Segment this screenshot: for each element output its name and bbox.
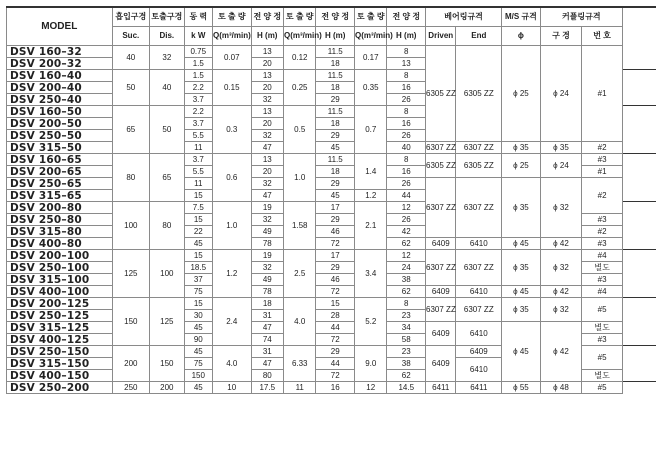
cell-head2: 16: [316, 382, 355, 394]
cell-model: DSV 315–125: [7, 322, 113, 334]
cell-cp-no: 별도: [582, 322, 623, 334]
cell-head1: 20: [251, 166, 283, 178]
cell-head1: 32: [251, 214, 283, 226]
cell-dis: 65: [150, 154, 185, 202]
cell-head3: 44: [387, 190, 426, 202]
cell-head1: 32: [251, 262, 283, 274]
cell-head3: 38: [387, 358, 426, 370]
cell-cp-no: #1: [582, 166, 623, 178]
cell-model: DSV 400–125: [7, 334, 113, 346]
header-coupling-dia: 구 경: [540, 27, 582, 46]
cell-flow3: 2.1: [355, 202, 387, 250]
cell-head3: 8: [387, 154, 426, 166]
header-row-1: [7, 7, 657, 27]
cell-flow1: 0.3: [212, 106, 251, 154]
cell-ms: ϕ 35: [502, 250, 541, 286]
cell-head3: 23: [387, 310, 426, 322]
cell-dis: 150: [150, 346, 185, 382]
cell-bearing-driven: 6411: [426, 382, 456, 394]
cell-bearing-end: 6410: [456, 286, 502, 298]
cell-head1: 47: [251, 190, 283, 202]
cell-power: 7.5: [184, 202, 212, 214]
cell-model: DSV 160–50: [7, 106, 113, 118]
cell-head2: 72: [316, 370, 355, 382]
cell-bearing-end: 6307 ZZ: [456, 142, 502, 154]
table-row: [7, 286, 657, 298]
cell-flow1: 1.0: [212, 202, 251, 250]
cell-cp-dia: ϕ 32: [540, 178, 582, 238]
cell-dis: 200: [150, 382, 185, 394]
cell-cp-no: #2: [582, 142, 623, 154]
cell-power: 45: [184, 382, 212, 394]
cell-ms: ϕ 25: [502, 46, 541, 142]
cell-power: 22: [184, 226, 212, 238]
cell-head3: 16: [387, 82, 426, 94]
cell-bearing-driven: 6307 ZZ: [426, 178, 456, 238]
cell-head2: 18: [316, 58, 355, 70]
cell-head2: 45: [316, 190, 355, 202]
cell-head3: 8: [387, 70, 426, 82]
cell-model: DSV 200–100: [7, 250, 113, 262]
cell-head2: 11.5: [316, 106, 355, 118]
cell-power: 11: [184, 142, 212, 154]
header-head2-unit: H (m): [316, 27, 355, 46]
cell-bearing-driven: 6409: [426, 286, 456, 298]
header-power-ko: 동 력: [184, 7, 212, 27]
header-flow1-unit: Q(m³/min): [212, 27, 251, 46]
header-coupling: 커플링규격: [540, 7, 622, 27]
header-flow2-unit: Q(m³/min): [284, 27, 316, 46]
cell-cp-no: #3: [582, 334, 623, 346]
cell-model: DSV 200–50: [7, 118, 113, 130]
cell-flow2: 4.0: [284, 298, 316, 346]
cell-flow3: 1.4: [355, 154, 387, 190]
cell-head2: 72: [316, 334, 355, 346]
cell-head3: 12: [387, 202, 426, 214]
cell-head3: 24: [387, 262, 426, 274]
cell-flow1: 10: [212, 382, 251, 394]
cell-head2: 18: [316, 166, 355, 178]
cell-head3: 62: [387, 286, 426, 298]
cell-model: DSV 250–65: [7, 178, 113, 190]
cell-suc: 150: [112, 298, 150, 346]
cell-head3: 26: [387, 178, 426, 190]
cell-cp-no: #5: [582, 298, 623, 322]
cell-head1: 74: [251, 334, 283, 346]
cell-cp-dia: ϕ 42: [540, 322, 582, 382]
cell-cp-no: #3: [582, 274, 623, 286]
cell-power: 90: [184, 334, 212, 346]
header-dis-en: Dis.: [150, 27, 185, 46]
cell-bearing-end: 6305 ZZ: [456, 154, 502, 178]
cell-suc: 200: [112, 346, 150, 382]
cell-bearing-driven: 6305 ZZ: [426, 154, 456, 178]
cell-head2: 46: [316, 274, 355, 286]
cell-flow1: 0.6: [212, 154, 251, 202]
cell-head1: 78: [251, 238, 283, 250]
cell-bearing-driven: 6409: [426, 322, 456, 346]
header-end: End: [456, 27, 502, 46]
cell-head1: 20: [251, 118, 283, 130]
header-suc-ko: 흡입구경: [112, 7, 150, 27]
cell-suc: 65: [112, 106, 150, 154]
table-row: [7, 322, 657, 334]
cell-flow2: 1.0: [284, 154, 316, 202]
cell-model: DSV 250–125: [7, 310, 113, 322]
cell-power: 3.7: [184, 94, 212, 106]
cell-head1: 80: [251, 370, 283, 382]
header-flow3-unit: Q(m³/min): [355, 27, 387, 46]
cell-model: DSV 400–80: [7, 238, 113, 250]
header-head1-unit: H (m): [251, 27, 283, 46]
cell-model: DSV 250–200: [7, 382, 113, 394]
cell-head1: 20: [251, 82, 283, 94]
cell-model: DSV 250–80: [7, 214, 113, 226]
cell-flow2: 2.5: [284, 250, 316, 298]
header-head1-ko: 전 양 정: [251, 7, 283, 27]
cell-suc: 80: [112, 154, 150, 202]
cell-power: 150: [184, 370, 212, 382]
cell-head1: 19: [251, 250, 283, 262]
cell-cp-no: #3: [582, 214, 623, 226]
cell-head1: 32: [251, 130, 283, 142]
cell-head1: 32: [251, 94, 283, 106]
cell-suc: 250: [112, 382, 150, 394]
cell-head2: 29: [316, 178, 355, 190]
cell-power: 1.5: [184, 58, 212, 70]
cell-head1: 32: [251, 178, 283, 190]
cell-head3: 8: [387, 46, 426, 58]
cell-power: 75: [184, 286, 212, 298]
cell-flow1: 2.4: [212, 298, 251, 346]
cell-bearing-driven: 6307 ZZ: [426, 250, 456, 286]
cell-model: DSV 250–150: [7, 346, 113, 358]
cell-cp-no: #1: [582, 46, 623, 142]
cell-flow2: 0.12: [284, 46, 316, 70]
table-row: [7, 46, 657, 58]
cell-head3: 23: [387, 346, 426, 358]
cell-head2: 44: [316, 322, 355, 334]
cell-flow3: 1.2: [355, 190, 387, 202]
cell-flow3: 9.0: [355, 346, 387, 382]
cell-model: DSV 200–40: [7, 82, 113, 94]
cell-head2: 72: [316, 238, 355, 250]
cell-power: 15: [184, 214, 212, 226]
cell-head3: 16: [387, 118, 426, 130]
cell-model: DSV 160–65: [7, 154, 113, 166]
header-flow3-ko: 토 출 량: [355, 7, 387, 27]
cell-head3: 58: [387, 334, 426, 346]
cell-ms: ϕ 35: [502, 178, 541, 238]
table-row: [7, 250, 657, 262]
cell-head2: 17: [316, 202, 355, 214]
cell-power: 45: [184, 322, 212, 334]
cell-model: DSV 250–50: [7, 130, 113, 142]
cell-cp-dia: ϕ 35: [540, 142, 582, 154]
cell-head3: 12: [387, 250, 426, 262]
cell-head1: 47: [251, 322, 283, 334]
table-row: [7, 238, 657, 250]
cell-ms: ϕ 45: [502, 238, 541, 250]
cell-power: 2.2: [184, 106, 212, 118]
cell-bearing-end: 6307 ZZ: [456, 178, 502, 238]
cell-cp-no: #3: [582, 238, 623, 250]
cell-head3: 62: [387, 370, 426, 382]
cell-flow2: 0.5: [284, 106, 316, 154]
cell-model: DSV 315–50: [7, 142, 113, 154]
cell-head2: 29: [316, 94, 355, 106]
cell-flow1: 1.2: [212, 250, 251, 298]
cell-model: DSV 400–100: [7, 286, 113, 298]
cell-head2: 46: [316, 226, 355, 238]
cell-model: DSV 160–32: [7, 46, 113, 58]
cell-head1: 13: [251, 46, 283, 58]
cell-head1: 20: [251, 58, 283, 70]
cell-flow3: 0.35: [355, 70, 387, 106]
header-head3-ko: 전 양 정: [387, 7, 426, 27]
cell-head3: 40: [387, 142, 426, 154]
cell-flow2: 11: [284, 382, 316, 394]
cell-flow1: 4.0: [212, 346, 251, 382]
cell-head2: 45: [316, 142, 355, 154]
cell-power: 0.75: [184, 46, 212, 58]
cell-power: 37: [184, 274, 212, 286]
cell-model: DSV 200–65: [7, 166, 113, 178]
cell-power: 75: [184, 358, 212, 370]
cell-cp-dia: ϕ 24: [540, 154, 582, 178]
cell-dis: 125: [150, 298, 185, 346]
cell-head2: 18: [316, 82, 355, 94]
header-suc-en: Suc.: [112, 27, 150, 46]
cell-bearing-end: 6307 ZZ: [456, 250, 502, 286]
cell-suc: 125: [112, 250, 150, 298]
cell-bearing-driven: 6307 ZZ: [426, 142, 456, 152]
cell-bearing-end: 6410: [456, 238, 502, 250]
cell-head1: 31: [251, 346, 283, 358]
cell-cp-dia: ϕ 32: [540, 298, 582, 322]
cell-bearing-end: 6411: [456, 382, 502, 394]
cell-head1: 13: [251, 106, 283, 118]
cell-bearing-driven: 6409: [426, 346, 456, 382]
cell-dis: 80: [150, 202, 185, 250]
cell-head2: 15: [316, 298, 355, 310]
cell-flow3: 12: [355, 382, 387, 394]
cell-head2: 29: [316, 214, 355, 226]
cell-bearing-driven: 6409: [426, 238, 456, 250]
header-dis-ko: 토출구경: [150, 7, 185, 27]
cell-model: DSV 315–80: [7, 226, 113, 238]
cell-model: DSV 315–150: [7, 358, 113, 370]
cell-ms: ϕ 35: [502, 142, 541, 154]
cell-head2: 11.5: [316, 46, 355, 58]
cell-power: 3.7: [184, 154, 212, 166]
cell-model: DSV 315–100: [7, 274, 113, 286]
cell-head3: 34: [387, 322, 426, 334]
cell-power: 45: [184, 238, 212, 250]
cell-ms: ϕ 45: [502, 322, 541, 382]
cell-cp-no: #2: [582, 226, 623, 238]
cell-head3: 13: [387, 58, 426, 70]
header-flow1-ko: 토 출 량: [212, 7, 251, 27]
cell-model: DSV 200–32: [7, 58, 113, 70]
cell-dis: 100: [150, 250, 185, 298]
cell-power: 5.5: [184, 166, 212, 178]
cell-head2: 17: [316, 250, 355, 262]
cell-model: DSV 315–65: [7, 190, 113, 202]
cell-model: DSV 400–150: [7, 370, 113, 382]
header-bearing: 베어링규격: [426, 7, 502, 27]
cell-head1: 13: [251, 70, 283, 82]
cell-head3: 62: [387, 238, 426, 250]
cell-bearing-end: 6410: [456, 322, 502, 346]
cell-head3: 8: [387, 106, 426, 118]
cell-power: 1.5: [184, 70, 212, 82]
cell-cp-dia: ϕ 42: [540, 238, 582, 250]
cell-bearing-end: 6409: [456, 346, 502, 358]
cell-cp-no: #3: [582, 154, 623, 166]
cell-head2: 72: [316, 286, 355, 298]
cell-bearing-end: 6410: [456, 358, 502, 382]
cell-head2: 29: [316, 130, 355, 142]
cell-model: DSV 200–80: [7, 202, 113, 214]
cell-head3: 26: [387, 130, 426, 142]
cell-cp-no: #5: [582, 382, 623, 394]
cell-head2: 18: [316, 118, 355, 130]
cell-flow2: 6.33: [284, 346, 316, 382]
cell-head2: 29: [316, 262, 355, 274]
cell-head1: 78: [251, 286, 283, 298]
header-head2-ko: 전 양 정: [316, 7, 355, 27]
cell-flow1: 0.15: [212, 70, 251, 106]
cell-ms: ϕ 55: [502, 382, 541, 394]
cell-suc: 100: [112, 202, 150, 250]
cell-cp-dia: ϕ 42: [540, 286, 582, 298]
cell-head3: 26: [387, 94, 426, 106]
cell-cp-dia: ϕ 48: [540, 382, 582, 394]
header-ms-phi: ϕ: [502, 27, 541, 46]
header-flow2-ko: 토 출 량: [284, 7, 316, 27]
cell-head1: 31: [251, 310, 283, 322]
cell-model: DSV 250–100: [7, 262, 113, 274]
table-row: [7, 178, 657, 190]
cell-power: 45: [184, 346, 212, 358]
cell-head1: 49: [251, 226, 283, 238]
cell-power: 3.7: [184, 118, 212, 130]
cell-ms: ϕ 35: [502, 298, 541, 322]
cell-cp-no: #4: [582, 286, 623, 298]
cell-bearing-end: 6305 ZZ: [456, 46, 502, 142]
cell-power: 15: [184, 250, 212, 262]
cell-head1: 47: [251, 358, 283, 370]
cell-head1: 49: [251, 274, 283, 286]
cell-dis: 50: [150, 106, 185, 154]
cell-head2: 11.5: [316, 154, 355, 166]
cell-flow2: 0.25: [284, 70, 316, 106]
cell-flow3: 3.4: [355, 250, 387, 298]
cell-power: 15: [184, 190, 212, 202]
table-row: [7, 298, 657, 310]
cell-flow2: 1.58: [284, 202, 316, 250]
cell-power: 18.5: [184, 262, 212, 274]
cell-head1: 18: [251, 298, 283, 310]
cell-head2: 29: [316, 346, 355, 358]
cell-flow3: 0.7: [355, 106, 387, 154]
header-model: MODEL: [7, 7, 113, 46]
header-driven: Driven: [426, 27, 456, 46]
cell-bearing-driven: 6305 ZZ: [426, 46, 456, 142]
cell-bearing-driven: 6307 ZZ: [426, 298, 456, 322]
cell-head2: 11.5: [316, 70, 355, 82]
cell-power: 15: [184, 298, 212, 310]
cell-cp-no: #5: [582, 346, 623, 370]
cell-cp-dia: ϕ 32: [540, 250, 582, 286]
cell-head1: 17.5: [251, 382, 283, 394]
cell-model: DSV 250–40: [7, 94, 113, 106]
cell-flow3: 0.17: [355, 46, 387, 70]
cell-cp-no: 별도: [582, 262, 623, 274]
cell-head3: 38: [387, 274, 426, 286]
cell-flow3: 5.2: [355, 298, 387, 346]
cell-bearing-end: 6307 ZZ: [456, 298, 502, 322]
cell-power: 5.5: [184, 130, 212, 142]
table-row: [7, 382, 657, 394]
cell-suc: 50: [112, 70, 150, 106]
cell-power: 2.2: [184, 82, 212, 94]
cell-head3: 16: [387, 166, 426, 178]
cell-head1: 47: [251, 142, 283, 154]
cell-head3: 8: [387, 298, 426, 310]
header-head3-unit: H (m): [387, 27, 426, 46]
table-row: [7, 154, 657, 166]
cell-power: 11: [184, 178, 212, 190]
cell-suc: 40: [112, 46, 150, 70]
cell-flow1: 0.07: [212, 46, 251, 70]
cell-head3: 42: [387, 226, 426, 238]
cell-dis: 40: [150, 70, 185, 106]
table-row: [7, 142, 657, 154]
pump-spec-table: [6, 6, 656, 394]
cell-model: DSV 200–125: [7, 298, 113, 310]
cell-power: 30: [184, 310, 212, 322]
cell-dis: 32: [150, 46, 185, 70]
header-ms: M/S 규격: [502, 7, 541, 27]
cell-ms: ϕ 45: [502, 286, 541, 298]
cell-cp-no: #4: [582, 250, 623, 262]
cell-head1: 19: [251, 202, 283, 214]
cell-head1: 13: [251, 154, 283, 166]
cell-model: DSV 160–40: [7, 70, 113, 82]
cell-cp-no: 별도: [582, 370, 623, 382]
cell-cp-no: #2: [582, 178, 623, 214]
cell-ms: ϕ 25: [502, 154, 541, 178]
cell-cp-dia: ϕ 24: [540, 46, 582, 142]
cell-head3: 26: [387, 214, 426, 226]
header-coupling-no: 번 호: [582, 27, 623, 46]
header-power-unit: k W: [184, 27, 212, 46]
cell-head2: 28: [316, 310, 355, 322]
cell-head3: 14.5: [387, 382, 426, 394]
cell-head2: 44: [316, 358, 355, 370]
